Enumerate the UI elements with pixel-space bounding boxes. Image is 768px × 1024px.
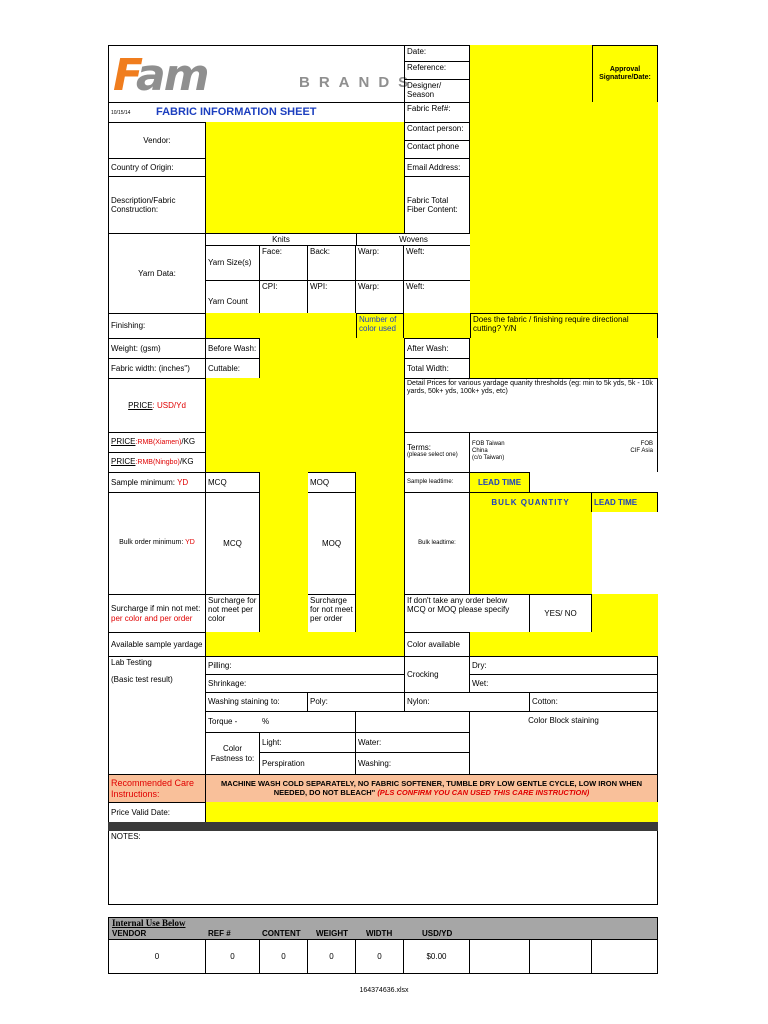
after-wash-field[interactable] xyxy=(470,338,658,358)
fiber-content-label: Fabric Total Fiber Content: xyxy=(404,176,470,233)
date-field[interactable] xyxy=(470,45,592,61)
fabric-width-label: Fabric width: (inches") xyxy=(108,358,206,378)
basic-test-label: (Basic test result) xyxy=(111,675,173,685)
available-yardage-field[interactable] xyxy=(206,632,404,656)
terms-label: Terms: xyxy=(407,443,431,452)
washing-label: Washing: xyxy=(356,752,470,774)
color-block-staining-label: Color Block staining xyxy=(470,711,658,774)
fabric-ref-field[interactable] xyxy=(470,102,658,122)
available-yardage-label: Available sample yardage xyxy=(108,632,206,656)
care-instructions-text xyxy=(206,774,658,802)
reference-field[interactable] xyxy=(470,61,592,79)
internal-blank-3 xyxy=(592,940,658,974)
total-width-label: Total Width: xyxy=(404,358,470,378)
date-label: Date: xyxy=(404,45,470,61)
vendor-label: Vendor: xyxy=(108,122,206,158)
contact-person-label: Contact person: xyxy=(404,122,470,140)
perspiration-label: Perspiration xyxy=(260,752,356,774)
description-field-1[interactable] xyxy=(206,176,404,204)
bulk-minimum-unit: YD xyxy=(185,539,195,547)
internal-col-weight: WEIGHT xyxy=(316,929,348,938)
cpi-label: CPI: xyxy=(260,280,308,313)
terms-china[interactable]: China xyxy=(472,447,488,454)
internal-col-content: CONTENT xyxy=(262,929,301,938)
rmb-ningbo-currency: :RMB(Ningbo) xyxy=(135,459,180,467)
price-rmb-ningbo-label xyxy=(108,452,206,472)
section-divider xyxy=(108,822,658,831)
internal-use-title: Internal Use Below xyxy=(112,918,186,928)
bulk-qty-row-1[interactable] xyxy=(470,512,592,532)
contact-person-field[interactable] xyxy=(470,122,658,140)
terms-cif-asia[interactable]: CIF Asia xyxy=(630,447,653,454)
bulk-qty-row-3[interactable] xyxy=(470,552,592,572)
colors-used-label: Number of color used xyxy=(356,313,404,338)
terms-options-left[interactable] xyxy=(470,432,564,472)
water-label: Water: xyxy=(356,732,470,752)
sheet-code: 10/15/14 xyxy=(108,102,154,122)
email-label: Email Address: xyxy=(404,158,470,176)
sample-leadtime-field[interactable] xyxy=(530,472,658,492)
rmb-xiamen-price-word: PRICE xyxy=(111,437,136,447)
bulk-lead-row-4[interactable] xyxy=(592,572,658,594)
light-label: Light: xyxy=(260,732,356,752)
notes-label: NOTES: xyxy=(108,831,658,905)
price-rmb-ningbo-field[interactable] xyxy=(206,452,404,472)
fam-logo: Fam xyxy=(113,50,208,101)
terms-fob-taiwan[interactable]: FOB Taiwan xyxy=(472,441,505,447)
fabric-ref-label: Fabric Ref#: xyxy=(404,102,470,122)
back-label: Back: xyxy=(308,245,356,280)
lab-testing-cell xyxy=(108,656,206,774)
rmb-xiamen-currency: :RMB(Xiamen) xyxy=(135,439,182,447)
sample-minimum-unit: YD xyxy=(177,477,189,487)
sample-minimum-text: Sample minimum: xyxy=(111,477,176,487)
reference-label: Reference: xyxy=(404,61,470,79)
terms-cio-taiwan[interactable]: (c/o Taiwan) xyxy=(472,454,505,461)
care-instructions-label: Recommended Care Instructions: xyxy=(108,774,206,802)
face-label: Face: xyxy=(260,245,308,280)
fiber-content-field-2[interactable] xyxy=(470,204,658,233)
internal-value-vendor: 0 xyxy=(108,940,206,974)
internal-value-usd-yd: $0.00 xyxy=(404,940,470,974)
torque-label: Torque - xyxy=(206,711,260,732)
crocking-label: Crocking xyxy=(404,656,470,692)
email-field[interactable] xyxy=(470,158,658,176)
internal-blank-2 xyxy=(530,940,592,974)
bulk-qty-row-2[interactable] xyxy=(470,532,592,552)
surcharge-label-red: per color and per order xyxy=(111,613,193,623)
dont-take-order-label: If don't take any order below MCQ or MOQ please specify xyxy=(404,594,530,632)
contact-phone-field[interactable] xyxy=(470,140,658,158)
yes-no-field[interactable] xyxy=(592,594,658,632)
wovens-header: Wovens xyxy=(356,233,470,245)
surcharge-label xyxy=(108,594,206,632)
bulk-quantity-header: BULK QUANTITY xyxy=(470,492,592,512)
warp-label-2: Warp: xyxy=(356,280,404,313)
poly-label: Poly: xyxy=(308,692,404,711)
designer-season-label: Designer/ Season xyxy=(404,79,470,102)
terms-label-cell xyxy=(404,432,470,472)
price-valid-date-field[interactable] xyxy=(206,802,658,822)
designer-season-field[interactable] xyxy=(470,79,592,102)
shrinkage-label: Shrinkage: xyxy=(206,674,404,692)
vendor-field[interactable] xyxy=(206,122,404,158)
torque-spacer xyxy=(356,711,470,732)
surcharge-label-main: Surcharge if min not met: xyxy=(111,604,201,614)
bulk-order-minimum-label xyxy=(108,492,206,594)
notes-field[interactable] xyxy=(109,843,657,903)
warp-label-1: Warp: xyxy=(356,245,404,280)
price-usd-label xyxy=(108,378,206,432)
dry-label: Dry: xyxy=(470,656,658,674)
bulk-moq-label: MOQ xyxy=(308,492,356,594)
wpi-label: WPI: xyxy=(308,280,356,313)
cotton-label: Cotton: xyxy=(530,692,658,711)
color-fastness-label: Color Fastness to: xyxy=(206,732,260,774)
bulk-minimum-text: Bulk order minimum: xyxy=(119,539,184,547)
yes-no-select[interactable]: YES/ NO xyxy=(530,594,592,632)
nylon-label: Nylon: xyxy=(404,692,530,711)
price-valid-date-label: Price Valid Date: xyxy=(108,802,206,822)
bulk-qty-row-4[interactable] xyxy=(470,572,592,594)
before-wash-field[interactable] xyxy=(260,338,404,358)
color-available-field[interactable] xyxy=(470,632,658,656)
lab-testing-label: Lab Testing xyxy=(111,658,152,667)
price-usd-field[interactable] xyxy=(206,378,404,432)
description-field-2[interactable] xyxy=(206,204,404,233)
rmb-xiamen-unit: /KG xyxy=(181,437,196,447)
bulk-moq-field[interactable] xyxy=(356,492,404,594)
terms-options-right[interactable] xyxy=(564,432,658,472)
lead-time-header: LEAD TIME xyxy=(592,492,658,512)
yarn-notes-field[interactable] xyxy=(470,233,658,313)
sample-moq-label: MOQ xyxy=(308,472,356,492)
color-available-label: Color available xyxy=(404,632,470,656)
sample-minimum-label xyxy=(108,472,206,492)
colors-used-field[interactable] xyxy=(404,313,470,338)
terms-fob[interactable]: FOB xyxy=(640,441,653,447)
bulk-lead-row-3[interactable] xyxy=(592,552,658,572)
surcharge-per-color-label: Surcharge for not meet per color xyxy=(206,594,260,632)
sample-moq-field[interactable] xyxy=(356,472,404,492)
yarn-data-label: Yarn Data: xyxy=(108,233,206,313)
price-word: PRICE xyxy=(128,400,153,410)
internal-col-width: WIDTH xyxy=(366,929,393,938)
knits-header: Knits xyxy=(206,233,356,245)
detail-prices-note: Detail Prices for various yardage quanity thresholds (eg: min to 5k yds, 5k - 10k yards, 50k+ yds, 100k+ yds, etc) xyxy=(404,378,658,432)
internal-col-ref: REF # xyxy=(208,929,231,938)
approval-signature-label: Approval Signature/Date: xyxy=(592,45,658,102)
bulk-lead-row-2[interactable] xyxy=(592,532,658,552)
sample-mcq-field[interactable] xyxy=(260,472,308,492)
internal-value-content: 0 xyxy=(260,940,308,974)
country-label: Country of Origin: xyxy=(108,158,206,176)
surcharge-per-color-field[interactable] xyxy=(260,594,308,632)
sheet-title: FABRIC INFORMATION SHEET xyxy=(154,102,404,122)
sample-mcq-label: MCQ xyxy=(206,472,260,492)
cuttable-field[interactable] xyxy=(260,358,404,378)
care-text-confirm: (PLS CONFIRM YOU CAN USED THIS CARE INSTRUCTION) xyxy=(377,787,590,797)
yarn-count-label: Yarn Count xyxy=(206,280,260,313)
cuttable-label: Cuttable: xyxy=(206,358,260,378)
lead-time-label: LEAD TIME xyxy=(470,472,530,492)
surcharge-per-order-label: Surcharge for not meet per order xyxy=(308,594,356,632)
fiber-content-field-1[interactable] xyxy=(470,176,658,204)
country-field[interactable] xyxy=(206,158,404,176)
rmb-ningbo-unit: /KG xyxy=(179,457,194,467)
total-width-field[interactable] xyxy=(470,358,658,378)
after-wash-label: After Wash: xyxy=(404,338,470,358)
price-unit: : USD/Yd xyxy=(152,400,186,410)
internal-value-weight: 0 xyxy=(308,940,356,974)
price-rmb-xiamen-field[interactable] xyxy=(206,432,404,452)
description-label: Description/Fabric Construction: xyxy=(108,176,206,233)
finishing-label: Finishing: xyxy=(108,313,206,338)
weft-label-2: Weft: xyxy=(404,280,470,313)
weight-label: Weight: (gsm) xyxy=(108,338,206,358)
yarn-size-label: Yarn Size(s) xyxy=(206,245,260,280)
sample-leadtime-label: Sample leadtime: xyxy=(404,472,470,492)
bulk-lead-row-1[interactable] xyxy=(592,512,658,532)
surcharge-per-order-field[interactable] xyxy=(356,594,404,632)
footer-filename: 164374636.xlsx xyxy=(359,987,409,994)
internal-value-width: 0 xyxy=(356,940,404,974)
contact-phone-label: Contact phone xyxy=(404,140,470,158)
terms-sub-label: (please select one) xyxy=(407,452,458,459)
brands-wordmark: BRANDS xyxy=(299,74,418,91)
wet-label: Wet: xyxy=(470,674,658,692)
care-text-main: MACHINE WASH COLD SEPARATELY, NO FABRIC SOFTENER, TUMBLE DRY LOW GENTLE CYCLE, LOW IRON WHEN NEEDED, DO NOT BLEACH" xyxy=(220,778,643,797)
bulk-mcq-field[interactable] xyxy=(260,492,308,594)
pilling-label: Pilling: xyxy=(206,656,404,674)
price-rmb-xiamen-label xyxy=(108,432,206,452)
rmb-ningbo-price-word: PRICE xyxy=(111,457,136,467)
weft-label-1: Weft: xyxy=(404,245,470,280)
bulk-leadtime-label: Bulk leadtime: xyxy=(404,492,470,594)
bulk-mcq-label: MCQ xyxy=(206,492,260,594)
directional-cutting-question: Does the fabric / finishing require directional cutting? Y/N xyxy=(470,313,658,338)
internal-blank-1 xyxy=(470,940,530,974)
washing-staining-label: Washing staining to: xyxy=(206,692,308,711)
torque-percent: % xyxy=(260,711,356,732)
finishing-field[interactable] xyxy=(206,313,356,338)
internal-value-ref: 0 xyxy=(206,940,260,974)
internal-col-usd-yd: USD/YD xyxy=(422,929,453,938)
before-wash-label: Before Wash: xyxy=(206,338,260,358)
internal-col-vendor: VENDOR xyxy=(112,929,147,938)
